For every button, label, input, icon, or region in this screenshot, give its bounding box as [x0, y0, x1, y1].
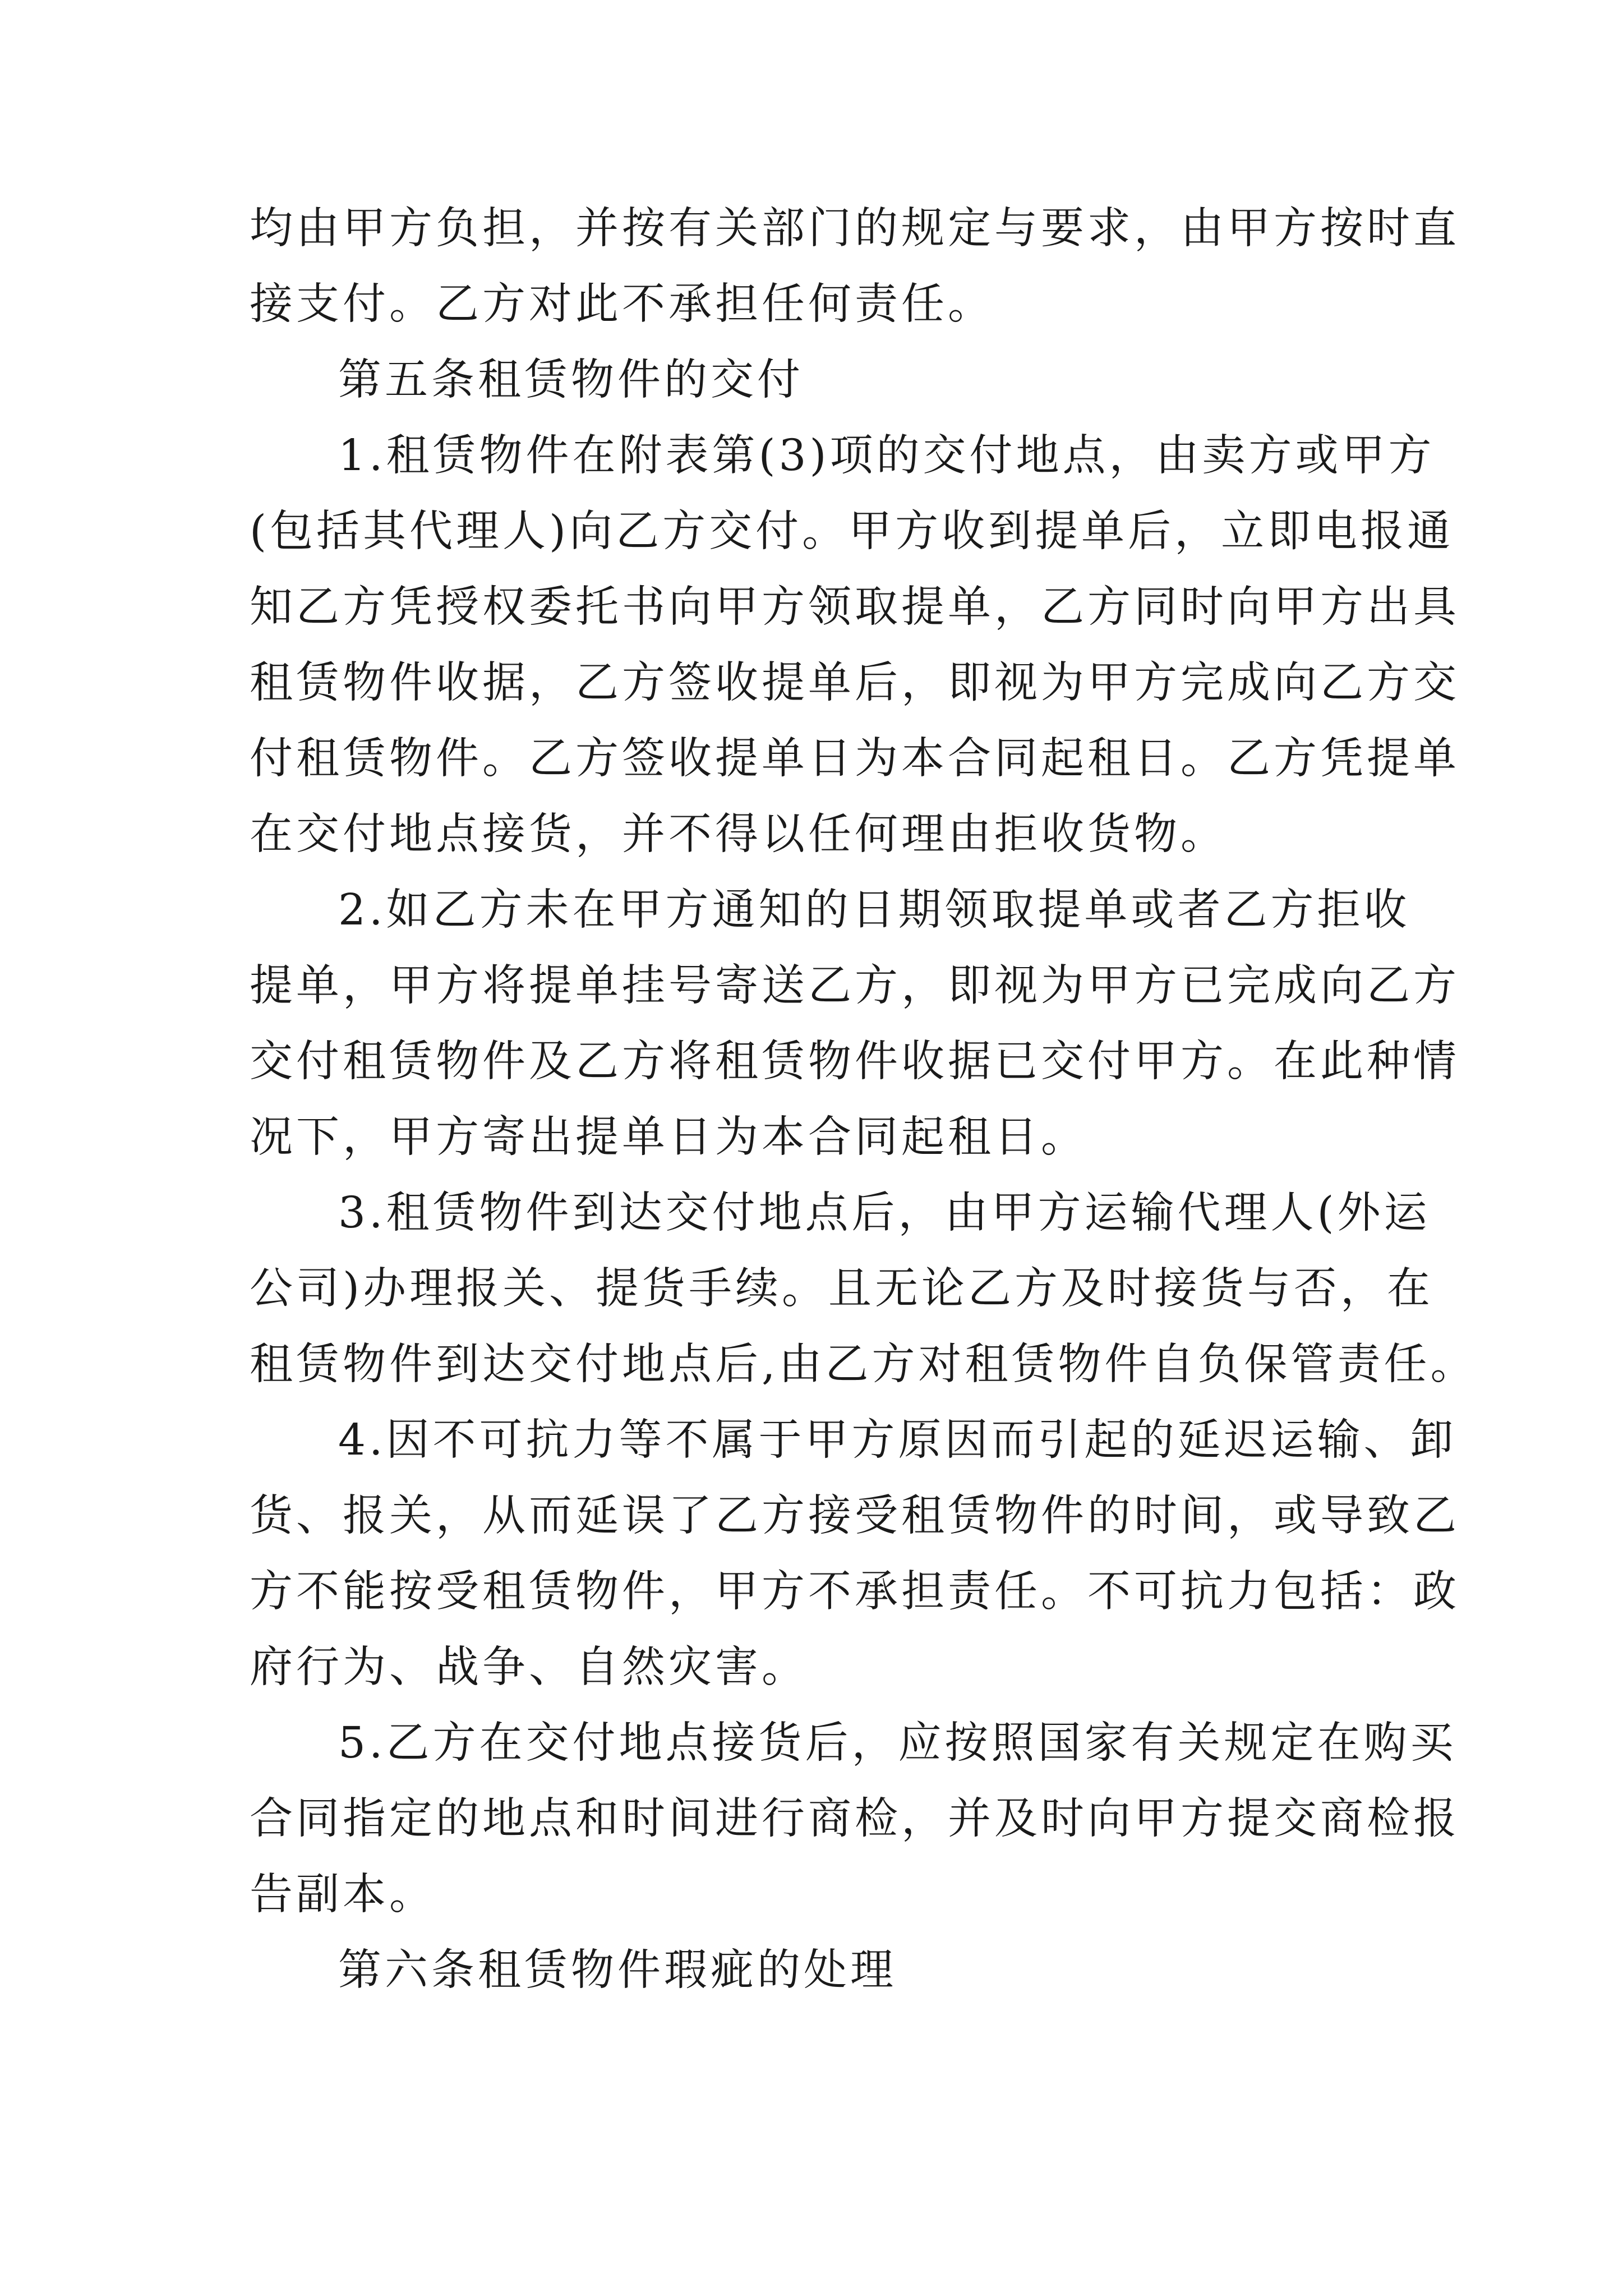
- text-line: 均由甲方负担，并按有关部门的规定与要求，由甲方按时直: [250, 204, 1460, 254]
- text-line: 在交付地点接货，并不得以任何理由拒收货物。: [250, 809, 1227, 859]
- text-line: 4.因不可抗力等不属于甲方原因而引起的延迟运输、卸: [338, 1415, 1457, 1465]
- text-line: (包括其代理人)向乙方交付。甲方收到提单后，立即电报通: [250, 507, 1454, 556]
- section-heading: 第六条租赁物件瑕疵的处理: [338, 1945, 897, 1995]
- text-line: 方不能按受租赁物件，甲方不承担责任。不可抗力包括：政: [250, 1567, 1460, 1617]
- text-line: 公司)办理报关、提货手续。且无论乙方及时接货与否，在: [250, 1264, 1434, 1314]
- text-line: 知乙方凭授权委托书向甲方领取提单，乙方同时向甲方出具: [250, 582, 1460, 632]
- text-line: 交付租赁物件及乙方将租赁物件收据已交付甲方。在此种情: [250, 1037, 1460, 1087]
- text-line: 合同指定的地点和时间进行商检，并及时向甲方提交商检报: [250, 1794, 1460, 1844]
- document-page: [250, 191, 1477, 2008]
- text-line: 2.如乙方未在甲方通知的日期领取提单或者乙方拒收: [338, 885, 1410, 935]
- text-line: 提单，甲方将提单挂号寄送乙方，即视为甲方已完成向乙方: [250, 961, 1460, 1011]
- section-heading: 第五条租赁物件的交付: [338, 355, 804, 405]
- text-line: 3.租赁物件到达交付地点后，由甲方运输代理人(外运: [338, 1188, 1431, 1238]
- text-line: 付租赁物件。乙方签收提单日为本合同起租日。乙方凭提单: [250, 734, 1460, 784]
- text-line: 租赁物件收据，乙方签收提单后，即视为甲方完成向乙方交: [250, 658, 1460, 708]
- text-line: 告副本。: [250, 1870, 436, 1920]
- text-line: 5.乙方在交付地点接货后，应按照国家有关规定在购买: [338, 1718, 1457, 1768]
- text-line: 租赁物件到达交付地点后,由乙方对租赁物件自负保管责任。: [250, 1340, 1477, 1389]
- text-line: 接支付。乙方对此不承担任何责任。: [250, 279, 994, 329]
- text-line: 1.租赁物件在附表第(3)项的交付地点，由卖方或甲方: [338, 431, 1435, 481]
- text-line: 府行为、战争、自然灾害。: [250, 1642, 808, 1692]
- text-line: 货、报关，从而延误了乙方接受租赁物件的时间，或导致乙: [250, 1491, 1460, 1541]
- text-line: 况下，甲方寄出提单日为本合同起租日。: [250, 1112, 1087, 1162]
